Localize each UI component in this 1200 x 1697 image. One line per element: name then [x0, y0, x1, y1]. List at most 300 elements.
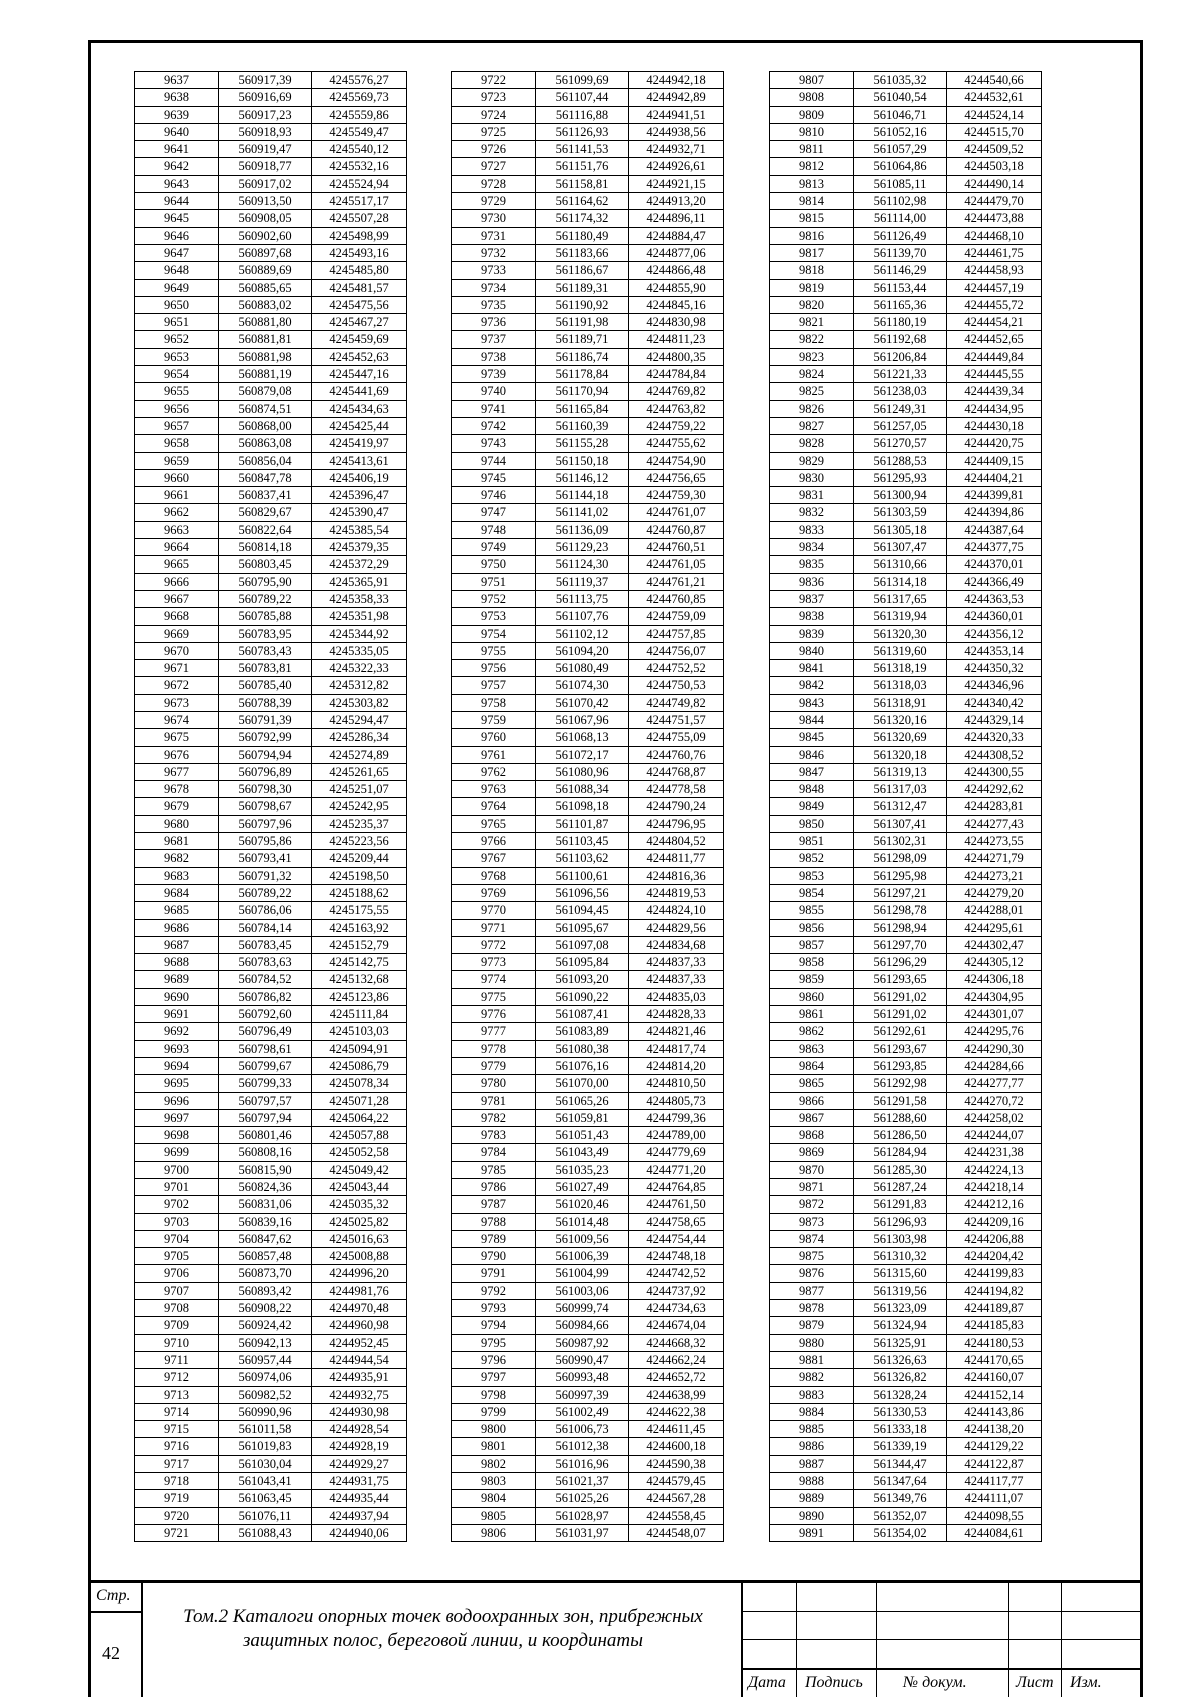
point-number-cell: 9745 [452, 469, 536, 486]
coordinate-x-cell: 561102,12 [536, 625, 629, 642]
column-date: Дата [748, 1674, 786, 1691]
point-number-cell: 9740 [452, 383, 536, 400]
coordinate-y-cell: 4244479,70 [947, 193, 1042, 210]
point-number-cell: 9779 [452, 1057, 536, 1074]
point-number-cell: 9709 [135, 1317, 219, 1334]
table-row [452, 1351, 724, 1368]
coordinate-y-cell: 4244399,81 [947, 487, 1042, 504]
point-number-cell: 9822 [770, 331, 854, 348]
table-row [770, 158, 1042, 175]
table-row [770, 89, 1042, 106]
point-number-cell: 9875 [770, 1248, 854, 1265]
coordinate-y-cell: 4244224,13 [947, 1161, 1042, 1178]
coordinate-y-cell: 4244819,53 [629, 884, 724, 901]
point-number-cell: 9789 [452, 1230, 536, 1247]
coordinate-x-cell: 561139,70 [854, 244, 947, 261]
table-row [770, 590, 1042, 607]
coordinate-x-cell: 560796,49 [219, 1023, 312, 1040]
table-row [135, 141, 407, 158]
point-number-cell: 9717 [135, 1455, 219, 1472]
table-row [135, 590, 407, 607]
point-number-cell: 9738 [452, 348, 536, 365]
point-number-cell: 9825 [770, 383, 854, 400]
table-row [452, 573, 724, 590]
point-number-cell: 9877 [770, 1282, 854, 1299]
coordinate-y-cell: 4245498,99 [312, 227, 407, 244]
coordinate-x-cell: 561085,11 [854, 175, 947, 192]
coordinate-y-cell: 4244277,43 [947, 815, 1042, 832]
point-number-cell: 9883 [770, 1386, 854, 1403]
coordinate-x-cell: 560797,94 [219, 1109, 312, 1126]
coordinate-x-cell: 561011,58 [219, 1421, 312, 1438]
table-row [770, 1490, 1042, 1507]
coordinate-x-cell: 561155,28 [536, 435, 629, 452]
point-number-cell: 9879 [770, 1317, 854, 1334]
coordinate-x-cell: 560874,51 [219, 400, 312, 417]
table-row [135, 1023, 407, 1040]
coordinate-x-cell: 560957,44 [219, 1351, 312, 1368]
table-row [135, 1300, 407, 1317]
coordinate-x-cell: 561238,03 [854, 383, 947, 400]
coordinate-y-cell: 4244194,82 [947, 1282, 1042, 1299]
coordinate-y-cell: 4245235,37 [312, 815, 407, 832]
table-row [135, 1490, 407, 1507]
coordinate-y-cell: 4245312,82 [312, 677, 407, 694]
point-number-cell: 9690 [135, 988, 219, 1005]
coordinate-y-cell: 4245008,88 [312, 1248, 407, 1265]
table-row [452, 417, 724, 434]
coordinate-y-cell: 4245485,80 [312, 262, 407, 279]
coordinate-x-cell: 561170,94 [536, 383, 629, 400]
coordinate-x-cell: 561291,02 [854, 988, 947, 1005]
coordinate-y-cell: 4244420,75 [947, 435, 1042, 452]
coordinate-x-cell: 561319,13 [854, 763, 947, 780]
coordinate-x-cell: 561317,03 [854, 781, 947, 798]
coordinate-x-cell: 561072,17 [536, 746, 629, 763]
coordinate-x-cell: 560783,95 [219, 625, 312, 642]
coordinate-y-cell: 4244837,33 [629, 971, 724, 988]
coordinate-y-cell: 4244942,18 [629, 72, 724, 89]
point-number-cell: 9737 [452, 331, 536, 348]
coordinate-x-cell: 561206,84 [854, 348, 947, 365]
coordinate-x-cell: 561186,74 [536, 348, 629, 365]
point-number-cell: 9889 [770, 1490, 854, 1507]
table-row [452, 694, 724, 711]
coordinate-y-cell: 4244515,70 [947, 123, 1042, 140]
table-row [452, 1023, 724, 1040]
point-number-cell: 9776 [452, 1006, 536, 1023]
table-row [452, 642, 724, 659]
point-number-cell: 9802 [452, 1455, 536, 1472]
point-number-cell: 9838 [770, 608, 854, 625]
coordinate-x-cell: 561174,32 [536, 210, 629, 227]
coordinate-y-cell: 4244439,34 [947, 383, 1042, 400]
table-row [770, 1455, 1042, 1472]
coordinate-x-cell: 561347,64 [854, 1473, 947, 1490]
table-row [770, 175, 1042, 192]
coordinate-x-cell: 561318,03 [854, 677, 947, 694]
coordinate-y-cell: 4244942,89 [629, 89, 724, 106]
coordinate-x-cell: 561189,71 [536, 331, 629, 348]
point-number-cell: 9764 [452, 798, 536, 815]
point-number-cell: 9878 [770, 1300, 854, 1317]
coordinate-y-cell: 4244377,75 [947, 539, 1042, 556]
coordinate-y-cell: 4244760,51 [629, 539, 724, 556]
point-number-cell: 9756 [452, 660, 536, 677]
coordinate-y-cell: 4244394,86 [947, 504, 1042, 521]
point-number-cell: 9706 [135, 1265, 219, 1282]
coordinate-x-cell: 561113,75 [536, 590, 629, 607]
table-row [452, 227, 724, 244]
table-row [452, 919, 724, 936]
coordinate-x-cell: 561270,57 [854, 435, 947, 452]
coordinate-x-cell: 560796,89 [219, 763, 312, 780]
table-row [135, 1230, 407, 1247]
point-number-cell: 9698 [135, 1127, 219, 1144]
coordinate-y-cell: 4245379,35 [312, 539, 407, 556]
coordinate-x-cell: 561292,61 [854, 1023, 947, 1040]
point-number-cell: 9824 [770, 366, 854, 383]
point-number-cell: 9710 [135, 1334, 219, 1351]
point-number-cell: 9767 [452, 850, 536, 867]
table-row [135, 504, 407, 521]
table-row [770, 1040, 1042, 1057]
table-row [135, 694, 407, 711]
coordinate-x-cell: 560868,00 [219, 417, 312, 434]
coordinate-x-cell: 561059,81 [536, 1109, 629, 1126]
table-row [135, 469, 407, 486]
point-number-cell: 9785 [452, 1161, 536, 1178]
table-row [135, 1386, 407, 1403]
point-number-cell: 9884 [770, 1403, 854, 1420]
coordinate-y-cell: 4244458,93 [947, 262, 1042, 279]
coordinate-y-cell: 4244370,01 [947, 556, 1042, 573]
table-row [135, 400, 407, 417]
coordinate-y-cell: 4244404,21 [947, 469, 1042, 486]
table-row [770, 711, 1042, 728]
table-row [770, 1403, 1042, 1420]
table-row [770, 642, 1042, 659]
table-row [135, 1438, 407, 1455]
coordinate-x-cell: 561070,42 [536, 694, 629, 711]
point-number-cell: 9762 [452, 763, 536, 780]
table-row [452, 884, 724, 901]
point-number-cell: 9687 [135, 936, 219, 953]
point-number-cell: 9664 [135, 539, 219, 556]
coordinate-x-cell: 561354,02 [854, 1524, 947, 1541]
coordinate-y-cell: 4244340,42 [947, 694, 1042, 711]
table-row [770, 521, 1042, 538]
coordinate-x-cell: 561315,60 [854, 1265, 947, 1282]
coordinate-x-cell: 561080,96 [536, 763, 629, 780]
table-row [452, 1524, 724, 1541]
point-number-cell: 9856 [770, 919, 854, 936]
coordinate-y-cell: 4245049,42 [312, 1161, 407, 1178]
table-row [452, 400, 724, 417]
point-number-cell: 9708 [135, 1300, 219, 1317]
coordinate-y-cell: 4244292,62 [947, 781, 1042, 798]
coordinate-y-cell: 4244329,14 [947, 711, 1042, 728]
coordinate-x-cell: 561296,29 [854, 954, 947, 971]
coordinate-y-cell: 4244759,22 [629, 417, 724, 434]
point-number-cell: 9871 [770, 1179, 854, 1196]
table-row [135, 1040, 407, 1057]
table-row [770, 988, 1042, 1005]
coordinate-y-cell: 4245303,82 [312, 694, 407, 711]
table-row [452, 469, 724, 486]
coordinate-y-cell: 4244799,36 [629, 1109, 724, 1126]
column-signature: Подпись [805, 1674, 863, 1691]
coordinate-x-cell: 560792,99 [219, 729, 312, 746]
point-number-cell: 9662 [135, 504, 219, 521]
coordinate-y-cell: 4244209,16 [947, 1213, 1042, 1230]
coordinate-y-cell: 4244817,74 [629, 1040, 724, 1057]
table-row [135, 954, 407, 971]
table-row [452, 210, 724, 227]
point-number-cell: 9711 [135, 1351, 219, 1368]
coordinate-y-cell: 4244754,44 [629, 1230, 724, 1247]
coordinate-y-cell: 4245078,34 [312, 1075, 407, 1092]
point-number-cell: 9770 [452, 902, 536, 919]
point-number-cell: 9742 [452, 417, 536, 434]
point-number-cell: 9647 [135, 244, 219, 261]
point-number-cell: 9850 [770, 815, 854, 832]
point-number-cell: 9790 [452, 1248, 536, 1265]
point-number-cell: 9685 [135, 902, 219, 919]
point-number-cell: 9653 [135, 348, 219, 365]
point-number-cell: 9845 [770, 729, 854, 746]
point-number-cell: 9869 [770, 1144, 854, 1161]
point-number-cell: 9696 [135, 1092, 219, 1109]
coordinate-y-cell: 4244929,27 [312, 1455, 407, 1472]
coordinate-x-cell: 561067,96 [536, 711, 629, 728]
coordinate-y-cell: 4244784,84 [629, 366, 724, 383]
table-row [135, 884, 407, 901]
coordinate-y-cell: 4244810,50 [629, 1075, 724, 1092]
coordinate-x-cell: 560982,52 [219, 1386, 312, 1403]
point-number-cell: 9766 [452, 833, 536, 850]
table-row [452, 971, 724, 988]
coordinate-y-cell: 4244763,82 [629, 400, 724, 417]
coordinate-y-cell: 4245175,55 [312, 902, 407, 919]
point-number-cell: 9782 [452, 1109, 536, 1126]
point-number-cell: 9836 [770, 573, 854, 590]
coordinate-y-cell: 4245365,91 [312, 573, 407, 590]
coordinate-y-cell: 4244160,07 [947, 1369, 1042, 1386]
coordinate-y-cell: 4244845,16 [629, 296, 724, 313]
coordinate-y-cell: 4245016,63 [312, 1230, 407, 1247]
coordinate-y-cell: 4244244,07 [947, 1127, 1042, 1144]
point-number-cell: 9648 [135, 262, 219, 279]
point-number-cell: 9695 [135, 1075, 219, 1092]
coordinate-x-cell: 560783,43 [219, 642, 312, 659]
coordinate-y-cell: 4244185,83 [947, 1317, 1042, 1334]
coordinate-y-cell: 4244308,52 [947, 746, 1042, 763]
point-number-cell: 9712 [135, 1369, 219, 1386]
table-row [452, 487, 724, 504]
coordinate-y-cell: 4244821,46 [629, 1023, 724, 1040]
point-number-cell: 9773 [452, 954, 536, 971]
coordinate-y-cell: 4244302,47 [947, 936, 1042, 953]
point-number-cell: 9641 [135, 141, 219, 158]
table-row [770, 971, 1042, 988]
coordinate-y-cell: 4245385,54 [312, 521, 407, 538]
coordinate-y-cell: 4244800,35 [629, 348, 724, 365]
table-row [135, 158, 407, 175]
table-row [452, 1507, 724, 1524]
table-row [135, 573, 407, 590]
table-row [135, 89, 407, 106]
coordinate-x-cell: 560984,66 [536, 1317, 629, 1334]
coordinate-y-cell: 4244824,10 [629, 902, 724, 919]
point-number-cell: 9678 [135, 781, 219, 798]
coordinate-x-cell: 561326,63 [854, 1351, 947, 1368]
coordinate-x-cell: 561012,38 [536, 1438, 629, 1455]
table-row [452, 677, 724, 694]
coordinate-y-cell: 4244877,06 [629, 244, 724, 261]
coordinate-x-cell: 561020,46 [536, 1196, 629, 1213]
table-row [770, 123, 1042, 140]
coordinate-x-cell: 560783,81 [219, 660, 312, 677]
point-number-cell: 9812 [770, 158, 854, 175]
point-number-cell: 9817 [770, 244, 854, 261]
coordinate-y-cell: 4245123,86 [312, 988, 407, 1005]
coordinate-y-cell: 4244273,55 [947, 833, 1042, 850]
point-number-cell: 9831 [770, 487, 854, 504]
table-row [135, 487, 407, 504]
coordinate-y-cell: 4245452,63 [312, 348, 407, 365]
point-number-cell: 9720 [135, 1507, 219, 1524]
coordinate-y-cell: 4244928,19 [312, 1438, 407, 1455]
table-row [135, 106, 407, 123]
point-number-cell: 9755 [452, 642, 536, 659]
point-number-cell: 9857 [770, 936, 854, 953]
coordinate-y-cell: 4244449,84 [947, 348, 1042, 365]
table-row [770, 1300, 1042, 1317]
point-number-cell: 9799 [452, 1403, 536, 1420]
coordinate-x-cell: 561101,87 [536, 815, 629, 832]
table-row [135, 711, 407, 728]
coordinate-y-cell: 4244771,20 [629, 1161, 724, 1178]
point-number-cell: 9657 [135, 417, 219, 434]
table-row [135, 763, 407, 780]
coordinate-y-cell: 4244662,24 [629, 1351, 724, 1368]
coordinate-y-cell: 4244189,87 [947, 1300, 1042, 1317]
table-row [452, 746, 724, 763]
table-row [770, 331, 1042, 348]
coordinate-x-cell: 560897,68 [219, 244, 312, 261]
coordinate-y-cell: 4244761,50 [629, 1196, 724, 1213]
coordinate-x-cell: 561303,98 [854, 1230, 947, 1247]
point-number-cell: 9783 [452, 1127, 536, 1144]
point-number-cell: 9865 [770, 1075, 854, 1092]
table-row [135, 1421, 407, 1438]
table-row [452, 988, 724, 1005]
table-row [770, 556, 1042, 573]
coordinate-y-cell: 4244152,14 [947, 1386, 1042, 1403]
table-row [770, 625, 1042, 642]
table-row [452, 366, 724, 383]
table-row [135, 262, 407, 279]
table-row [135, 677, 407, 694]
coordinate-x-cell: 561129,23 [536, 539, 629, 556]
table-row [770, 1473, 1042, 1490]
coordinate-y-cell: 4244734,63 [629, 1300, 724, 1317]
coordinate-y-cell: 4244769,82 [629, 383, 724, 400]
point-number-cell: 9669 [135, 625, 219, 642]
coordinate-y-cell: 4244932,71 [629, 141, 724, 158]
point-number-cell: 9660 [135, 469, 219, 486]
coordinate-x-cell: 561146,12 [536, 469, 629, 486]
coordinate-y-cell: 4244749,82 [629, 694, 724, 711]
coordinate-x-cell: 560792,60 [219, 1006, 312, 1023]
coordinate-x-cell: 561317,65 [854, 590, 947, 607]
coordinate-x-cell: 561014,48 [536, 1213, 629, 1230]
coordinate-y-cell: 4244532,61 [947, 89, 1042, 106]
table-row [770, 1421, 1042, 1438]
table-row [452, 1127, 724, 1144]
point-number-cell: 9847 [770, 763, 854, 780]
table-row [452, 1248, 724, 1265]
table-row [452, 1421, 724, 1438]
coordinate-x-cell: 561186,67 [536, 262, 629, 279]
point-number-cell: 9828 [770, 435, 854, 452]
coordinate-x-cell: 561107,44 [536, 89, 629, 106]
coordinate-y-cell: 4245419,97 [312, 435, 407, 452]
table-row [452, 867, 724, 884]
table-row [770, 1057, 1042, 1074]
point-number-cell: 9731 [452, 227, 536, 244]
coordinate-y-cell: 4244111,07 [947, 1490, 1042, 1507]
point-number-cell: 9811 [770, 141, 854, 158]
coordinate-x-cell: 560857,48 [219, 1248, 312, 1265]
coordinate-y-cell: 4245467,27 [312, 314, 407, 331]
point-number-cell: 9658 [135, 435, 219, 452]
table-row [770, 1161, 1042, 1178]
point-number-cell: 9700 [135, 1161, 219, 1178]
table-row [452, 244, 724, 261]
coordinate-x-cell: 561307,41 [854, 815, 947, 832]
point-number-cell: 9691 [135, 1006, 219, 1023]
table-row [135, 1317, 407, 1334]
coordinate-y-cell: 4245413,61 [312, 452, 407, 469]
coordinate-x-cell: 561319,56 [854, 1282, 947, 1299]
coordinate-y-cell: 4244300,55 [947, 763, 1042, 780]
coordinate-y-cell: 4245294,47 [312, 711, 407, 728]
coordinate-x-cell: 561178,84 [536, 366, 629, 383]
coordinate-y-cell: 4245447,16 [312, 366, 407, 383]
coordinate-x-cell: 561320,16 [854, 711, 947, 728]
point-number-cell: 9814 [770, 193, 854, 210]
coordinate-x-cell: 561164,62 [536, 193, 629, 210]
coordinate-y-cell: 4244638,99 [629, 1386, 724, 1403]
point-number-cell: 9803 [452, 1473, 536, 1490]
table-row [452, 1300, 724, 1317]
coordinate-x-cell: 561323,09 [854, 1300, 947, 1317]
coordinate-y-cell: 4245188,62 [312, 884, 407, 901]
point-number-cell: 9778 [452, 1040, 536, 1057]
table-row [452, 1490, 724, 1507]
coordinate-y-cell: 4245163,92 [312, 919, 407, 936]
table-row [770, 746, 1042, 763]
coordinate-y-cell: 4245086,79 [312, 1057, 407, 1074]
point-number-cell: 9837 [770, 590, 854, 607]
table-row [135, 625, 407, 642]
coordinate-y-cell: 4244098,55 [947, 1507, 1042, 1524]
point-number-cell: 9763 [452, 781, 536, 798]
coordinate-y-cell: 4245507,28 [312, 210, 407, 227]
coordinates-table-3 [769, 71, 1042, 1542]
